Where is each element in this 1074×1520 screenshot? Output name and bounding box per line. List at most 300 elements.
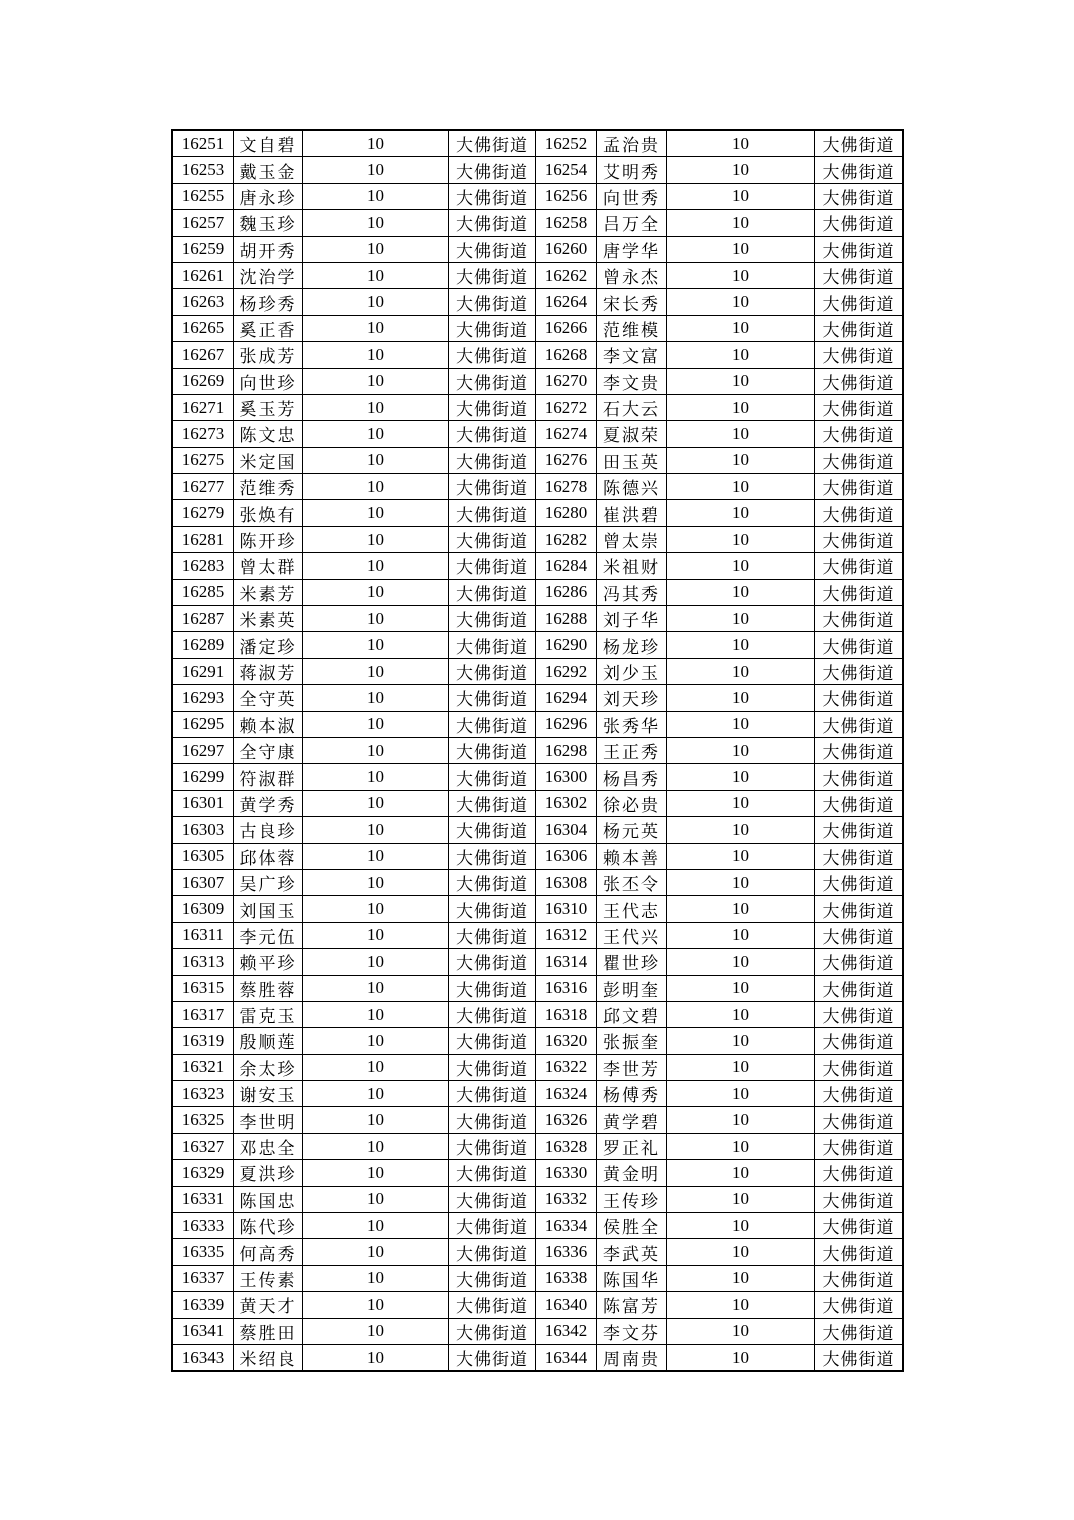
entry-number-cell: 16256 [536, 183, 597, 209]
amount-cell: 10 [303, 896, 449, 922]
amount-cell: 10 [667, 289, 815, 315]
entry-number-cell: 16326 [536, 1107, 597, 1133]
amount-cell: 10 [667, 1292, 815, 1318]
person-name-cell: 范维模 [597, 315, 667, 341]
subdistrict-cell: 大佛街道 [449, 315, 536, 341]
subdistrict-cell: 大佛街道 [449, 843, 536, 869]
entry-number-cell: 16255 [173, 183, 234, 209]
entry-number-cell: 16314 [536, 949, 597, 975]
amount-cell: 10 [667, 579, 815, 605]
amount-cell: 10 [303, 1265, 449, 1291]
subdistrict-cell: 大佛街道 [815, 500, 903, 526]
amount-cell: 10 [667, 685, 815, 711]
entry-number-cell: 16294 [536, 685, 597, 711]
entry-number-cell: 16337 [173, 1265, 234, 1291]
entry-number-cell: 16290 [536, 632, 597, 658]
entry-number-cell: 16263 [173, 289, 234, 315]
amount-cell: 10 [667, 1213, 815, 1239]
person-name-cell: 向世珍 [234, 368, 303, 394]
entry-number-cell: 16322 [536, 1054, 597, 1080]
amount-cell: 10 [303, 553, 449, 579]
amount-cell: 10 [667, 843, 815, 869]
amount-cell: 10 [303, 1239, 449, 1265]
amount-cell: 10 [303, 1318, 449, 1344]
subdistrict-cell: 大佛街道 [815, 236, 903, 262]
person-name-cell: 赖本善 [597, 843, 667, 869]
entry-number-cell: 16328 [536, 1133, 597, 1159]
person-name-cell: 李文芬 [597, 1318, 667, 1344]
entry-number-cell: 16299 [173, 764, 234, 790]
person-name-cell: 陈代珍 [234, 1213, 303, 1239]
person-name-cell: 罗正礼 [597, 1133, 667, 1159]
amount-cell: 10 [303, 817, 449, 843]
table-row [173, 606, 903, 632]
entry-number-cell: 16271 [173, 394, 234, 420]
subdistrict-cell: 大佛街道 [815, 1107, 903, 1133]
subdistrict-cell: 大佛街道 [815, 1054, 903, 1080]
entry-number-cell: 16300 [536, 764, 597, 790]
entry-number-cell: 16317 [173, 1001, 234, 1027]
entry-number-cell: 16343 [173, 1344, 234, 1370]
entry-number-cell: 16321 [173, 1054, 234, 1080]
subdistrict-cell: 大佛街道 [449, 553, 536, 579]
person-name-cell: 米素英 [234, 606, 303, 632]
entry-number-cell: 16342 [536, 1318, 597, 1344]
subdistrict-cell: 大佛街道 [815, 896, 903, 922]
subdistrict-cell: 大佛街道 [815, 1186, 903, 1212]
amount-cell: 10 [303, 790, 449, 816]
person-name-cell: 黄学碧 [597, 1107, 667, 1133]
person-name-cell: 黄天才 [234, 1292, 303, 1318]
person-name-cell: 奚玉芳 [234, 394, 303, 420]
subdistrict-cell: 大佛街道 [449, 1344, 536, 1370]
subdistrict-cell: 大佛街道 [449, 1186, 536, 1212]
subdistrict-cell: 大佛街道 [449, 1265, 536, 1291]
person-name-cell: 殷顺莲 [234, 1028, 303, 1054]
amount-cell: 10 [667, 606, 815, 632]
amount-cell: 10 [303, 183, 449, 209]
subdistrict-cell: 大佛街道 [815, 553, 903, 579]
person-name-cell: 米祖财 [597, 553, 667, 579]
subdistrict-cell: 大佛街道 [449, 1213, 536, 1239]
table-row [173, 737, 903, 763]
subdistrict-cell: 大佛街道 [449, 869, 536, 895]
table-row [173, 315, 903, 341]
entry-number-cell: 16265 [173, 315, 234, 341]
subdistrict-cell: 大佛街道 [449, 1239, 536, 1265]
person-name-cell: 刘少玉 [597, 658, 667, 684]
table-row [173, 922, 903, 948]
table-row [173, 843, 903, 869]
amount-cell: 10 [303, 421, 449, 447]
subdistrict-cell: 大佛街道 [449, 368, 536, 394]
entry-number-cell: 16318 [536, 1001, 597, 1027]
person-name-cell: 李元伍 [234, 922, 303, 948]
subdistrict-cell: 大佛街道 [449, 711, 536, 737]
subdistrict-cell: 大佛街道 [815, 1292, 903, 1318]
person-name-cell: 杨昌秀 [597, 764, 667, 790]
table-row [173, 1054, 903, 1080]
entry-number-cell: 16310 [536, 896, 597, 922]
amount-cell: 10 [667, 526, 815, 552]
entry-number-cell: 16308 [536, 869, 597, 895]
entry-number-cell: 16277 [173, 474, 234, 500]
person-name-cell: 黄学秀 [234, 790, 303, 816]
table-row [173, 764, 903, 790]
person-name-cell: 黄金明 [597, 1160, 667, 1186]
amount-cell: 10 [667, 1160, 815, 1186]
entry-number-cell: 16266 [536, 315, 597, 341]
entry-number-cell: 16306 [536, 843, 597, 869]
entry-number-cell: 16324 [536, 1081, 597, 1107]
person-name-cell: 奚正香 [234, 315, 303, 341]
amount-cell: 10 [667, 737, 815, 763]
person-name-cell: 刘天珍 [597, 685, 667, 711]
table-row [173, 1081, 903, 1107]
person-name-cell: 陈开珍 [234, 526, 303, 552]
subdistrict-cell: 大佛街道 [449, 342, 536, 368]
entry-number-cell: 16261 [173, 262, 234, 288]
subdistrict-cell: 大佛街道 [815, 394, 903, 420]
entry-number-cell: 16274 [536, 421, 597, 447]
person-name-cell: 陈德兴 [597, 474, 667, 500]
entry-number-cell: 16257 [173, 210, 234, 236]
person-name-cell: 胡开秀 [234, 236, 303, 262]
person-name-cell: 蔡胜蓉 [234, 975, 303, 1001]
entry-number-cell: 16344 [536, 1344, 597, 1370]
person-name-cell: 李文贵 [597, 368, 667, 394]
subdistrict-cell: 大佛街道 [815, 1081, 903, 1107]
entry-number-cell: 16336 [536, 1239, 597, 1265]
person-name-cell: 石大云 [597, 394, 667, 420]
amount-cell: 10 [667, 1054, 815, 1080]
entry-number-cell: 16340 [536, 1292, 597, 1318]
amount-cell: 10 [667, 711, 815, 737]
table-row [173, 685, 903, 711]
entry-number-cell: 16293 [173, 685, 234, 711]
entry-number-cell: 16312 [536, 922, 597, 948]
person-name-cell: 杨元英 [597, 817, 667, 843]
entry-number-cell: 16278 [536, 474, 597, 500]
subdistrict-cell: 大佛街道 [815, 737, 903, 763]
entry-number-cell: 16316 [536, 975, 597, 1001]
entry-number-cell: 16320 [536, 1028, 597, 1054]
amount-cell: 10 [667, 421, 815, 447]
amount-cell: 10 [667, 869, 815, 895]
subdistrict-cell: 大佛街道 [449, 685, 536, 711]
subdistrict-cell: 大佛街道 [449, 1054, 536, 1080]
person-name-cell: 周南贵 [597, 1344, 667, 1370]
person-name-cell: 侯胜全 [597, 1213, 667, 1239]
entry-number-cell: 16325 [173, 1107, 234, 1133]
amount-cell: 10 [667, 262, 815, 288]
person-name-cell: 邓忠全 [234, 1133, 303, 1159]
entry-number-cell: 16254 [536, 157, 597, 183]
amount-cell: 10 [303, 922, 449, 948]
amount-cell: 10 [303, 1081, 449, 1107]
amount-cell: 10 [303, 1028, 449, 1054]
person-name-cell: 刘国玉 [234, 896, 303, 922]
person-name-cell: 张振奎 [597, 1028, 667, 1054]
subdistrict-cell: 大佛街道 [815, 711, 903, 737]
roster-table [172, 130, 903, 1371]
amount-cell: 10 [667, 315, 815, 341]
person-name-cell: 李武英 [597, 1239, 667, 1265]
person-name-cell: 赖平珍 [234, 949, 303, 975]
subdistrict-cell: 大佛街道 [815, 368, 903, 394]
subdistrict-cell: 大佛街道 [815, 817, 903, 843]
subdistrict-cell: 大佛街道 [815, 1001, 903, 1027]
person-name-cell: 谢安玉 [234, 1081, 303, 1107]
person-name-cell: 崔洪碧 [597, 500, 667, 526]
entry-number-cell: 16282 [536, 526, 597, 552]
entry-number-cell: 16253 [173, 157, 234, 183]
table-row [173, 1318, 903, 1344]
subdistrict-cell: 大佛街道 [815, 183, 903, 209]
subdistrict-cell: 大佛街道 [815, 579, 903, 605]
person-name-cell: 文自碧 [234, 131, 303, 157]
person-name-cell: 彭明奎 [597, 975, 667, 1001]
table-row [173, 1239, 903, 1265]
subdistrict-cell: 大佛街道 [815, 1028, 903, 1054]
person-name-cell: 魏玉珍 [234, 210, 303, 236]
amount-cell: 10 [303, 526, 449, 552]
amount-cell: 10 [303, 685, 449, 711]
entry-number-cell: 16280 [536, 500, 597, 526]
amount-cell: 10 [303, 131, 449, 157]
person-name-cell: 张成芳 [234, 342, 303, 368]
amount-cell: 10 [667, 632, 815, 658]
amount-cell: 10 [303, 1001, 449, 1027]
entry-number-cell: 16327 [173, 1133, 234, 1159]
amount-cell: 10 [303, 606, 449, 632]
entry-number-cell: 16285 [173, 579, 234, 605]
subdistrict-cell: 大佛街道 [815, 685, 903, 711]
table-row [173, 131, 903, 157]
amount-cell: 10 [667, 183, 815, 209]
subdistrict-cell: 大佛街道 [815, 790, 903, 816]
amount-cell: 10 [667, 896, 815, 922]
subdistrict-cell: 大佛街道 [449, 526, 536, 552]
entry-number-cell: 16267 [173, 342, 234, 368]
amount-cell: 10 [303, 500, 449, 526]
amount-cell: 10 [667, 394, 815, 420]
table-row [173, 1160, 903, 1186]
amount-cell: 10 [303, 315, 449, 341]
entry-number-cell: 16275 [173, 447, 234, 473]
entry-number-cell: 16315 [173, 975, 234, 1001]
subdistrict-cell: 大佛街道 [815, 157, 903, 183]
amount-cell: 10 [667, 764, 815, 790]
entry-number-cell: 16270 [536, 368, 597, 394]
amount-cell: 10 [303, 737, 449, 763]
person-name-cell: 吴广珍 [234, 869, 303, 895]
subdistrict-cell: 大佛街道 [449, 131, 536, 157]
table-row [173, 1213, 903, 1239]
entry-number-cell: 16262 [536, 262, 597, 288]
amount-cell: 10 [667, 1318, 815, 1344]
entry-number-cell: 16281 [173, 526, 234, 552]
subdistrict-cell: 大佛街道 [815, 421, 903, 447]
subdistrict-cell: 大佛街道 [449, 1081, 536, 1107]
table-row [173, 1292, 903, 1318]
subdistrict-cell: 大佛街道 [449, 1028, 536, 1054]
person-name-cell: 田玉英 [597, 447, 667, 473]
person-name-cell: 夏洪珍 [234, 1160, 303, 1186]
subdistrict-cell: 大佛街道 [815, 315, 903, 341]
person-name-cell: 陈国华 [597, 1265, 667, 1291]
person-name-cell: 张焕有 [234, 500, 303, 526]
amount-cell: 10 [303, 579, 449, 605]
subdistrict-cell: 大佛街道 [449, 790, 536, 816]
person-name-cell: 古良珍 [234, 817, 303, 843]
person-name-cell: 艾明秀 [597, 157, 667, 183]
amount-cell: 10 [303, 843, 449, 869]
person-name-cell: 雷克玉 [234, 1001, 303, 1027]
entry-number-cell: 16260 [536, 236, 597, 262]
subdistrict-cell: 大佛街道 [449, 1001, 536, 1027]
person-name-cell: 陈富芳 [597, 1292, 667, 1318]
person-name-cell: 刘子华 [597, 606, 667, 632]
entry-number-cell: 16307 [173, 869, 234, 895]
roster-body [173, 131, 903, 1371]
table-row [173, 790, 903, 816]
amount-cell: 10 [303, 1344, 449, 1370]
table-row [173, 262, 903, 288]
amount-cell: 10 [303, 1160, 449, 1186]
subdistrict-cell: 大佛街道 [815, 289, 903, 315]
entry-number-cell: 16287 [173, 606, 234, 632]
table-row [173, 579, 903, 605]
person-name-cell: 戴玉金 [234, 157, 303, 183]
subdistrict-cell: 大佛街道 [449, 474, 536, 500]
subdistrict-cell: 大佛街道 [449, 183, 536, 209]
person-name-cell: 蔡胜田 [234, 1318, 303, 1344]
amount-cell: 10 [667, 1344, 815, 1370]
table-row [173, 817, 903, 843]
person-name-cell: 李文富 [597, 342, 667, 368]
person-name-cell: 王传珍 [597, 1186, 667, 1212]
amount-cell: 10 [303, 474, 449, 500]
entry-number-cell: 16335 [173, 1239, 234, 1265]
entry-number-cell: 16251 [173, 131, 234, 157]
person-name-cell: 邱文碧 [597, 1001, 667, 1027]
entry-number-cell: 16269 [173, 368, 234, 394]
person-name-cell: 蒋淑芳 [234, 658, 303, 684]
amount-cell: 10 [667, 975, 815, 1001]
table-row [173, 1133, 903, 1159]
subdistrict-cell: 大佛街道 [449, 447, 536, 473]
subdistrict-cell: 大佛街道 [449, 579, 536, 605]
subdistrict-cell: 大佛街道 [449, 922, 536, 948]
person-name-cell: 曾永杰 [597, 262, 667, 288]
person-name-cell: 张秀华 [597, 711, 667, 737]
subdistrict-cell: 大佛街道 [449, 632, 536, 658]
table-row [173, 500, 903, 526]
subdistrict-cell: 大佛街道 [815, 1265, 903, 1291]
subdistrict-cell: 大佛街道 [815, 447, 903, 473]
amount-cell: 10 [667, 157, 815, 183]
amount-cell: 10 [303, 289, 449, 315]
table-row [173, 896, 903, 922]
person-name-cell: 王传素 [234, 1265, 303, 1291]
amount-cell: 10 [303, 368, 449, 394]
person-name-cell: 宋长秀 [597, 289, 667, 315]
table-row [173, 342, 903, 368]
subdistrict-cell: 大佛街道 [815, 1239, 903, 1265]
entry-number-cell: 16273 [173, 421, 234, 447]
subdistrict-cell: 大佛街道 [449, 737, 536, 763]
entry-number-cell: 16295 [173, 711, 234, 737]
subdistrict-cell: 大佛街道 [449, 210, 536, 236]
table-row [173, 474, 903, 500]
amount-cell: 10 [667, 474, 815, 500]
entry-number-cell: 16284 [536, 553, 597, 579]
amount-cell: 10 [667, 817, 815, 843]
person-name-cell: 杨龙珍 [597, 632, 667, 658]
amount-cell: 10 [667, 1081, 815, 1107]
person-name-cell: 赖本淑 [234, 711, 303, 737]
subdistrict-cell: 大佛街道 [815, 131, 903, 157]
subdistrict-cell: 大佛街道 [449, 1160, 536, 1186]
subdistrict-cell: 大佛街道 [815, 1344, 903, 1370]
subdistrict-cell: 大佛街道 [449, 658, 536, 684]
person-name-cell: 陈文忠 [234, 421, 303, 447]
amount-cell: 10 [303, 447, 449, 473]
subdistrict-cell: 大佛街道 [815, 922, 903, 948]
person-name-cell: 杨珍秀 [234, 289, 303, 315]
amount-cell: 10 [667, 500, 815, 526]
person-name-cell: 沈治学 [234, 262, 303, 288]
person-name-cell: 余太珍 [234, 1054, 303, 1080]
entry-number-cell: 16330 [536, 1160, 597, 1186]
subdistrict-cell: 大佛街道 [815, 262, 903, 288]
subdistrict-cell: 大佛街道 [815, 949, 903, 975]
entry-number-cell: 16332 [536, 1186, 597, 1212]
subdistrict-cell: 大佛街道 [449, 236, 536, 262]
subdistrict-cell: 大佛街道 [449, 262, 536, 288]
person-name-cell: 王代志 [597, 896, 667, 922]
person-name-cell: 冯其秀 [597, 579, 667, 605]
person-name-cell: 唐永珍 [234, 183, 303, 209]
table-row [173, 1344, 903, 1370]
person-name-cell: 孟治贵 [597, 131, 667, 157]
person-name-cell: 王代兴 [597, 922, 667, 948]
amount-cell: 10 [303, 1133, 449, 1159]
table-row [173, 157, 903, 183]
amount-cell: 10 [303, 1054, 449, 1080]
person-name-cell: 夏淑荣 [597, 421, 667, 447]
entry-number-cell: 16301 [173, 790, 234, 816]
table-row [173, 236, 903, 262]
person-name-cell: 米素芳 [234, 579, 303, 605]
person-name-cell: 向世秀 [597, 183, 667, 209]
entry-number-cell: 16302 [536, 790, 597, 816]
table-row [173, 447, 903, 473]
table-row [173, 421, 903, 447]
subdistrict-cell: 大佛街道 [815, 1133, 903, 1159]
person-name-cell: 张丕令 [597, 869, 667, 895]
entry-number-cell: 16259 [173, 236, 234, 262]
entry-number-cell: 16289 [173, 632, 234, 658]
person-name-cell: 唐学华 [597, 236, 667, 262]
entry-number-cell: 16309 [173, 896, 234, 922]
table-row [173, 1186, 903, 1212]
subdistrict-cell: 大佛街道 [815, 474, 903, 500]
amount-cell: 10 [303, 262, 449, 288]
amount-cell: 10 [303, 975, 449, 1001]
entry-number-cell: 16286 [536, 579, 597, 605]
